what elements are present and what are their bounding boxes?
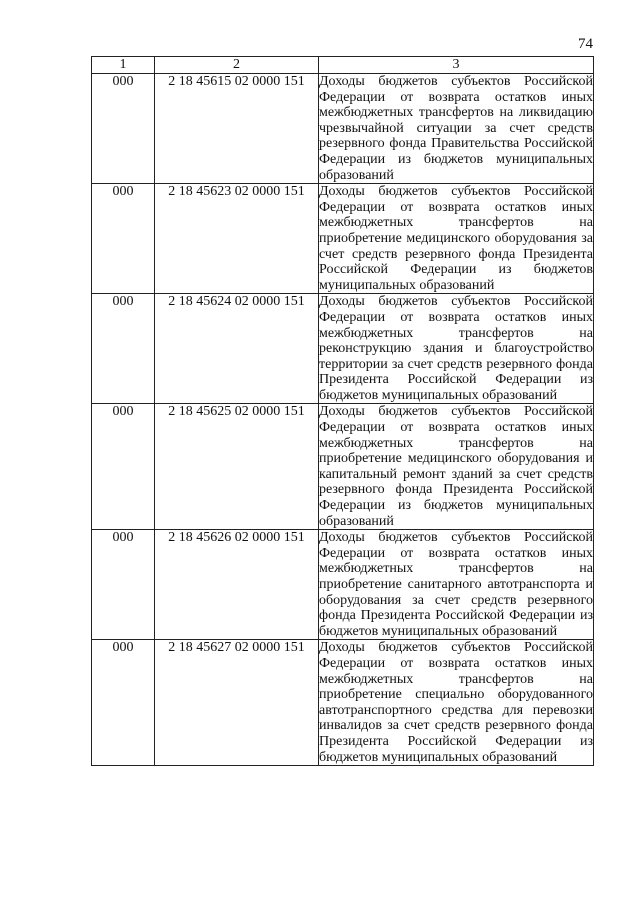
admin-code-cell: 000 [92, 74, 155, 184]
table-row [92, 294, 594, 404]
budget-code-cell: 2 18 45627 02 0000 151 [155, 640, 319, 766]
table-row [92, 74, 594, 184]
admin-code-cell: 000 [92, 640, 155, 766]
description-cell: Доходы бюджетов субъектов Российской Федерации от возврата остатков иных межбюджетных трансфертов на реконструкцию здания и благоустройство территории за счет средств резервного фонда Президента Российской Федерации из бюджетов муниципальных образований [319, 294, 593, 403]
column-header-2: 2 [155, 57, 319, 74]
budget-code-cell: 2 18 45615 02 0000 151 [155, 74, 319, 184]
column-header-3: 3 [319, 57, 594, 74]
budget-revenue-table [91, 56, 594, 766]
budget-code-cell: 2 18 45624 02 0000 151 [155, 294, 319, 404]
budget-code-cell: 2 18 45623 02 0000 151 [155, 184, 319, 294]
description-cell: Доходы бюджетов субъектов Российской Федерации от возврата остатков иных межбюджетных трансфертов на приобретение специально оборудованного автотранспортного средства для перевозки инвалидов за счет средств резервного фонда Президента Российской Федерации из бюджетов муниципальных образований [319, 640, 593, 765]
column-header-1: 1 [92, 57, 155, 74]
budget-code-cell: 2 18 45626 02 0000 151 [155, 530, 319, 640]
table-header-row [92, 57, 594, 74]
table-row [92, 404, 594, 530]
page-number: 74 [578, 36, 593, 52]
table-row [92, 640, 594, 766]
budget-code-cell: 2 18 45625 02 0000 151 [155, 404, 319, 530]
admin-code-cell: 000 [92, 184, 155, 294]
description-cell: Доходы бюджетов субъектов Российской Федерации от возврата остатков иных межбюджетных трансфертов на ликвидацию чрезвычайной ситуации за счет средств резервного фонда Правительства Российской Федерации из бюджетов муниципальных образований [319, 74, 593, 183]
description-cell: Доходы бюджетов субъектов Российской Федерации от возврата остатков иных межбюджетных трансфертов на приобретение медицинского оборудования и капитальный ремонт зданий за счет средств резервного фонда Президента Российской Федерации из бюджетов муниципальных образований [319, 404, 593, 529]
description-cell: Доходы бюджетов субъектов Российской Федерации от возврата остатков иных межбюджетных трансфертов на приобретение санитарного автотранспорта и оборудования за счет средств резервного фонда Президента Российской Федерации из бюджетов муниципальных образований [319, 530, 593, 639]
admin-code-cell: 000 [92, 404, 155, 530]
table-row [92, 184, 594, 294]
admin-code-cell: 000 [92, 530, 155, 640]
description-cell: Доходы бюджетов субъектов Российской Федерации от возврата остатков иных межбюджетных трансфертов на приобретение медицинского оборудования за счет средств резервного фонда Президента Российской Федерации из бюджетов муниципальных образований [319, 184, 593, 293]
admin-code-cell: 000 [92, 294, 155, 404]
table-row [92, 530, 594, 640]
